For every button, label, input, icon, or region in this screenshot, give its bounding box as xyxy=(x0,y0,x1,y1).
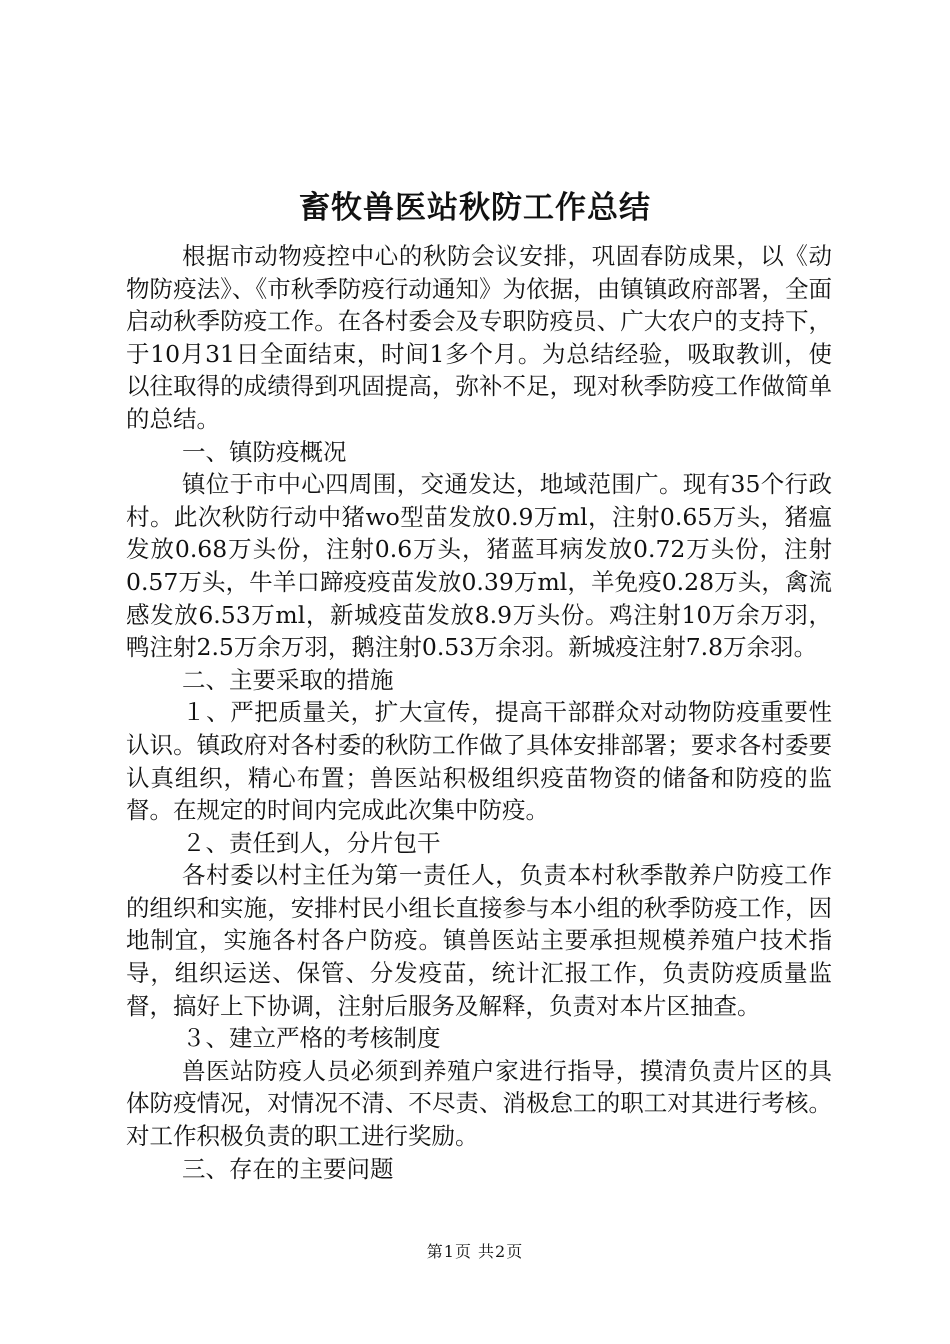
document-body xyxy=(126,240,832,1185)
subheading-measure-3: ３、建立严格的考核制度 xyxy=(182,1024,441,1053)
section-heading-problems: 三、存在的主要问题 xyxy=(182,1154,394,1183)
paragraph-measure-1: １、严把质量关，扩大宣传，提高干部群众对动物防疫重要性认识。镇政府对各村委的秋防工作做了具体安排部署；要求各村委要认真组织，精心布置；兽医站积极组织疫苗物资的储备和防疫的监督。在规定的时间内完成此次集中防疫。 xyxy=(126,698,832,825)
paragraph-measure-3: 兽医站防疫人员必须到养殖户家进行指导，摸清负责片区的具体防疫情况，对情况不清、不尽责、消极怠工的职工对其进行考核。对工作积极负责的职工进行奖励。 xyxy=(126,1056,832,1151)
document-title: 畜牧兽医站秋防工作总结 xyxy=(299,190,651,226)
paragraph-intro: 根据市动物疫控中心的秋防会议安排，巩固春防成果，以《动物防疫法》、《市秋季防疫行动通知》为依据，由镇镇政府部署，全面启动秋季防疫工作。在各村委会及专职防疫员、广大农户的支持下，于10月31日全面结束，时间1多个月。为总结经验，吸取教训，使以往取得的成绩得到巩固提高，弥补不足，现对秋季防疫工作做简单的总结。 xyxy=(126,242,832,433)
paragraph-overview: 镇位于市中心四周围，交通发达，地域范围广。现有35个行政村。此次秋防行动中猪wo型苗发放0.9万ml，注射0.65万头，猪瘟发放0.68万头份，注射0.6万头，猪蓝耳病发放0.72万头份，注射0.57万头，牛羊口蹄疫疫苗发放0.39万ml，羊免疫0.28万头，禽流感发放6.53万ml，新城疫苗发放8.9万头份。鸡注射10万余万羽，鸭注射2.5万余万羽，鹅注射0.53万余羽。新城疫注射7.8万余羽。 xyxy=(126,470,832,662)
subheading-measure-2: ２、责任到人，分片包干 xyxy=(182,828,441,857)
section-heading-measures: 二、主要采取的措施 xyxy=(182,665,394,694)
paragraph-measure-2: 各村委以村主任为第一责任人，负责本村秋季散养户防疫工作的组织和实施，安排村民小组长直接参与本小组的秋季防疫工作，因地制宜，实施各村各户防疫。镇兽医站主要承担规模养殖户技术指导，组织运送、保管、分发疫苗，统计汇报工作，负责防疫质量监督，搞好上下协调，注射后服务及解释，负责对本片区抽查。 xyxy=(126,861,832,1020)
section-heading-overview: 一、镇防疫概况 xyxy=(182,437,347,466)
page-footer: 第1页 共2页 xyxy=(426,1242,524,1261)
